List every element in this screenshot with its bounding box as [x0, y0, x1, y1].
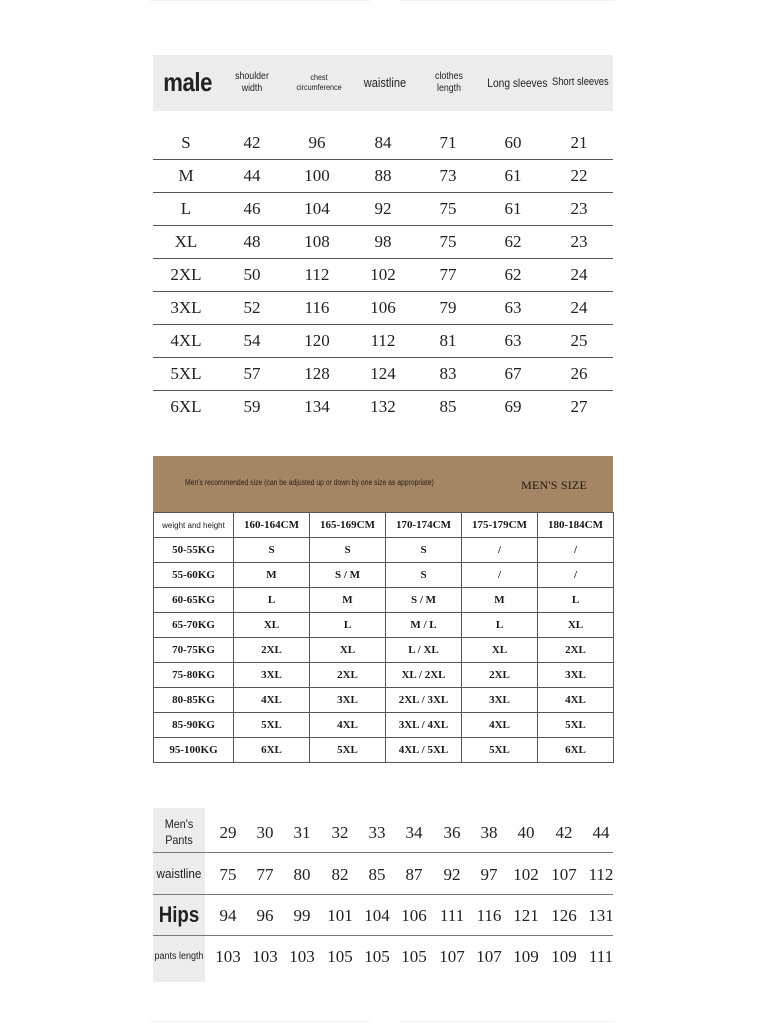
size-value: 83: [439, 364, 457, 383]
recommended-size: 4XL: [310, 713, 386, 738]
top-divider-left: [150, 0, 370, 1]
pants-value: 101: [327, 905, 353, 925]
pants-value: 94: [219, 905, 237, 925]
size-row: [153, 226, 613, 259]
pants-value: 106: [401, 905, 427, 925]
size-value: 67: [504, 364, 522, 383]
weight-label: 50-55KG: [154, 538, 234, 563]
pants-value: 96: [256, 905, 274, 925]
recommended-size: S: [386, 538, 462, 563]
size-value: 50: [243, 265, 261, 284]
recommended-size: S / M: [386, 588, 462, 613]
pants-value: 44: [592, 822, 610, 842]
header-shoulder-width: [223, 55, 281, 111]
recommended-size: L / XL: [386, 638, 462, 663]
recommended-size: S: [234, 538, 310, 563]
size-value: 26: [570, 364, 588, 383]
size-value: 112: [370, 331, 396, 350]
pants-value: 102: [513, 864, 539, 884]
recommendation-row: [154, 663, 614, 688]
recommended-size: XL / 2XL: [386, 663, 462, 688]
weight-label: 70-75KG: [154, 638, 234, 663]
size-row: [153, 160, 613, 193]
pants-value: 104: [364, 905, 390, 925]
size-label: XL: [174, 232, 198, 251]
recommended-size: XL: [234, 613, 310, 638]
clothes-length-label: clothes length: [435, 71, 463, 94]
size-label: 3XL: [170, 298, 202, 317]
size-label: 2XL: [170, 265, 202, 284]
recommended-size: 2XL: [538, 638, 614, 663]
pants-value: 111: [439, 905, 465, 925]
size-value: 100: [304, 166, 330, 185]
height-column-header: 180-184CM: [538, 513, 614, 538]
size-value: 104: [304, 199, 330, 218]
pants-value: 111: [588, 946, 614, 966]
size-label: M: [178, 166, 194, 185]
size-value: 88: [374, 166, 392, 185]
recommended-size: /: [538, 538, 614, 563]
recommended-size: S: [386, 563, 462, 588]
recommended-size: 5XL: [310, 738, 386, 763]
pants-value: 103: [252, 946, 278, 966]
pants-value: 107: [476, 946, 502, 966]
size-value: 23: [570, 232, 588, 251]
pants-value: 38: [480, 822, 498, 842]
size-value: 116: [304, 298, 330, 317]
pants-value: 105: [401, 946, 427, 966]
recommended-size: 2XL: [462, 663, 538, 688]
recommendation-header-row: [154, 513, 614, 538]
height-column-header: 160-164CM: [234, 513, 310, 538]
size-value: 108: [304, 232, 330, 251]
size-value: 98: [374, 232, 392, 251]
recommendation-row: [154, 638, 614, 663]
pants-value: 126: [551, 905, 577, 925]
pants-value: 131: [588, 905, 614, 925]
recommended-size: 4XL: [462, 713, 538, 738]
pants-row: [153, 936, 613, 977]
size-value: 75: [439, 199, 457, 218]
pants-row-label: Men's Pants: [164, 816, 194, 847]
recommended-size: 6XL: [538, 738, 614, 763]
size-label: L: [180, 199, 192, 218]
male-size-chart: [153, 55, 613, 416]
waistline-label: waistline: [363, 75, 407, 91]
recommended-size: L: [538, 588, 614, 613]
height-column-header: 170-174CM: [386, 513, 462, 538]
size-value: 106: [370, 298, 396, 317]
size-value: 71: [439, 133, 457, 152]
short-sleeves-label: Short sleeves: [551, 76, 609, 89]
pants-value: 112: [588, 864, 614, 884]
size-value: 69: [504, 397, 522, 416]
weight-label: 80-85KG: [154, 688, 234, 713]
size-value: 24: [570, 298, 588, 317]
recommended-size: L: [234, 588, 310, 613]
weight-label: 85-90KG: [154, 713, 234, 738]
size-value: 25: [570, 331, 588, 350]
size-value: 96: [308, 133, 326, 152]
recommended-size: 3XL: [462, 688, 538, 713]
weight-label: 60-65KG: [154, 588, 234, 613]
recommended-size: XL: [462, 638, 538, 663]
size-value: 24: [570, 265, 588, 284]
recommended-size: L: [310, 613, 386, 638]
recommendation-row: [154, 588, 614, 613]
recommended-size: 4XL / 5XL: [386, 738, 462, 763]
recommendation-row: [154, 563, 614, 588]
recommended-size: 2XL / 3XL: [386, 688, 462, 713]
size-value: 81: [439, 331, 457, 350]
pants-value: 107: [551, 864, 577, 884]
recommended-size: S: [310, 538, 386, 563]
recommendation-row: [154, 538, 614, 563]
size-value: 77: [439, 265, 457, 284]
size-value: 63: [504, 298, 522, 317]
recommended-size: /: [462, 538, 538, 563]
size-value: 128: [304, 364, 330, 383]
recommended-size: /: [538, 563, 614, 588]
pants-value: 109: [551, 946, 577, 966]
size-row: [153, 391, 613, 424]
recommended-size: M: [234, 563, 310, 588]
size-value: 134: [304, 397, 330, 416]
pants-size-chart: [153, 808, 613, 982]
recommended-size: 2XL: [310, 663, 386, 688]
size-value: 23: [570, 199, 588, 218]
pants-value: 116: [476, 905, 502, 925]
size-row: [153, 292, 613, 325]
pants-value: 36: [443, 822, 461, 842]
size-row: [153, 325, 613, 358]
size-value: 48: [243, 232, 261, 251]
recommended-size: M: [462, 588, 538, 613]
size-value: 84: [374, 133, 392, 152]
recommendation-row: [154, 713, 614, 738]
male-size-chart-header: [153, 55, 613, 111]
weight-label: 95-100KG: [154, 738, 234, 763]
pants-value: 77: [256, 864, 274, 884]
recommended-size: XL: [538, 613, 614, 638]
pants-row-label: Hips: [158, 902, 200, 928]
recommended-size: L: [462, 613, 538, 638]
pants-value: 42: [555, 822, 573, 842]
weight-label: 65-70KG: [154, 613, 234, 638]
pants-value: 105: [327, 946, 353, 966]
pants-value: 103: [215, 946, 241, 966]
recommended-size: 5XL: [462, 738, 538, 763]
size-value: 60: [504, 133, 522, 152]
size-value: 112: [304, 265, 330, 284]
pants-value: 85: [368, 864, 386, 884]
size-value: 21: [570, 133, 588, 152]
pants-value: 92: [443, 864, 461, 884]
recommended-size: S / M: [310, 563, 386, 588]
size-value: 63: [504, 331, 522, 350]
pants-value: 87: [405, 864, 423, 884]
recommended-size: M: [310, 588, 386, 613]
size-value: 75: [439, 232, 457, 251]
pants-value: 29: [219, 822, 237, 842]
recommendation-header: [153, 456, 613, 512]
recommended-size: 3XL: [538, 663, 614, 688]
pants-value: 121: [513, 905, 539, 925]
recommendation-title: MEN'S SIZE: [521, 478, 587, 492]
chest-label: chest circumference: [295, 73, 342, 92]
recommended-size: 3XL: [310, 688, 386, 713]
recommended-size: 5XL: [538, 713, 614, 738]
pants-value: 75: [219, 864, 237, 884]
size-value: 85: [439, 397, 457, 416]
long-sleeves-label: Long sleeves: [486, 75, 548, 90]
size-value: 61: [504, 166, 522, 185]
size-value: 92: [374, 199, 392, 218]
recommendation-row: [154, 738, 614, 763]
pants-value: 33: [368, 822, 386, 842]
size-label: 6XL: [170, 397, 202, 416]
recommended-size: /: [462, 563, 538, 588]
size-value: 42: [243, 133, 261, 152]
size-value: 73: [439, 166, 457, 185]
recommendation-table: [153, 512, 614, 763]
recommended-size: 4XL: [234, 688, 310, 713]
size-value: 46: [243, 199, 261, 218]
pants-value: 31: [293, 822, 311, 842]
size-value: 57: [243, 364, 261, 383]
pants-row: [153, 812, 613, 853]
male-size-rows: [153, 127, 613, 424]
pants-value: 107: [439, 946, 465, 966]
pants-row: [153, 854, 613, 895]
pants-value: 34: [405, 822, 423, 842]
weight-height-corner: weight and height: [154, 513, 234, 538]
size-value: 22: [570, 166, 588, 185]
recommended-size: 5XL: [234, 713, 310, 738]
pants-value: 32: [331, 822, 349, 842]
size-value: 27: [570, 397, 588, 416]
size-value: 44: [243, 166, 261, 185]
pants-value: 109: [513, 946, 539, 966]
size-value: 102: [370, 265, 396, 284]
pants-value: 30: [256, 822, 274, 842]
size-value: 52: [243, 298, 261, 317]
pants-value: 99: [293, 905, 311, 925]
size-value: 62: [504, 265, 522, 284]
header-clothes-length: [417, 55, 481, 111]
recommendation-row: [154, 613, 614, 638]
size-value: 62: [504, 232, 522, 251]
size-label: S: [181, 133, 191, 152]
bottom-divider-left: [150, 1021, 370, 1022]
recommended-size: 4XL: [538, 688, 614, 713]
size-value: 79: [439, 298, 457, 317]
size-value: 59: [243, 397, 261, 416]
size-value: 54: [243, 331, 261, 350]
pants-row-label: waistline: [156, 866, 202, 882]
top-divider-right: [400, 0, 615, 1]
size-row: [153, 127, 613, 160]
pants-row-label: pants length: [154, 951, 204, 962]
size-row: [153, 193, 613, 226]
header-long-sleeves: [481, 55, 553, 111]
gender-label: male: [163, 67, 213, 98]
size-row: [153, 259, 613, 292]
size-value: 120: [304, 331, 330, 350]
recommended-size: M / L: [386, 613, 462, 638]
pants-row: [153, 895, 613, 936]
header-chest: [281, 55, 356, 111]
pants-value: 97: [480, 864, 498, 884]
recommendation-note: Men's recommended size (can be adjusted up or down by one size as appropriate): [185, 478, 434, 487]
bottom-divider-right: [400, 1021, 615, 1022]
recommended-size: 3XL: [234, 663, 310, 688]
size-value: 124: [370, 364, 396, 383]
weight-label: 55-60KG: [154, 563, 234, 588]
header-waistline: [353, 55, 417, 111]
header-gender: [153, 55, 223, 111]
pants-value: 82: [331, 864, 349, 884]
pants-value: 40: [517, 822, 535, 842]
pants-value: 80: [293, 864, 311, 884]
height-column-header: 175-179CM: [462, 513, 538, 538]
size-value: 132: [370, 397, 396, 416]
header-short-sleeves: [547, 55, 613, 111]
size-value: 61: [504, 199, 522, 218]
recommendation-row: [154, 688, 614, 713]
weight-label: 75-80KG: [154, 663, 234, 688]
size-row: [153, 358, 613, 391]
shoulder-width-label: shoulder width: [235, 71, 269, 94]
recommended-size: 2XL: [234, 638, 310, 663]
size-label: 5XL: [170, 364, 202, 383]
recommended-size: 3XL / 4XL: [386, 713, 462, 738]
recommended-size: XL: [310, 638, 386, 663]
pants-value: 105: [364, 946, 390, 966]
height-column-header: 165-169CM: [310, 513, 386, 538]
pants-value: 103: [289, 946, 315, 966]
size-label: 4XL: [170, 331, 202, 350]
recommended-size: 6XL: [234, 738, 310, 763]
